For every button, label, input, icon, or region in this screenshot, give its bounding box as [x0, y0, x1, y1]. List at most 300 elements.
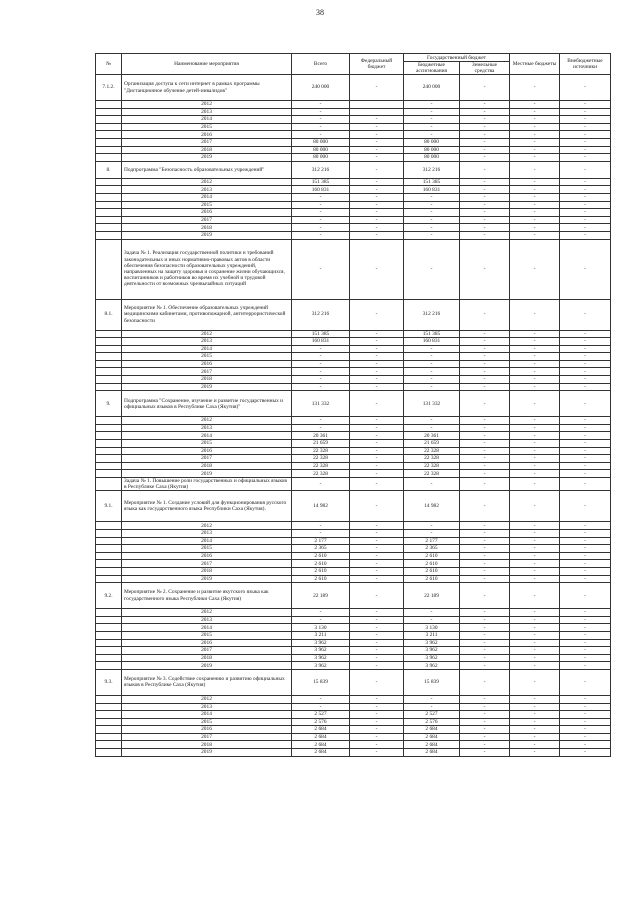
row-federal: -: [350, 733, 404, 741]
row-name: 2012: [122, 522, 292, 530]
row-name: 2018: [122, 567, 292, 575]
row-federal: -: [350, 417, 404, 425]
row-federal: -: [350, 647, 404, 655]
row-extra: -: [560, 654, 611, 662]
page-number: 38: [316, 8, 324, 17]
row-state-budget: -: [404, 368, 460, 376]
row-state-budget: -: [404, 101, 460, 109]
row-local: -: [510, 216, 560, 224]
row-state-budget: 2 610: [404, 560, 460, 568]
table-row: [96, 75, 611, 101]
table-row: [96, 146, 611, 154]
header-total: Всего: [292, 54, 350, 75]
row-extra: -: [560, 123, 611, 131]
row-state-budget: -: [404, 209, 460, 217]
row-num: [96, 330, 122, 338]
row-state-land: -: [460, 455, 510, 463]
row-state-budget: -: [404, 108, 460, 116]
row-state-land: -: [460, 616, 510, 624]
row-state-budget: -: [404, 116, 460, 124]
row-local: -: [510, 75, 560, 101]
row-name: 2014: [122, 537, 292, 545]
row-federal: -: [350, 616, 404, 624]
row-extra: -: [560, 154, 611, 162]
row-state-land: -: [460, 733, 510, 741]
row-state-land: -: [460, 545, 510, 553]
row-state-budget: -: [404, 123, 460, 131]
row-local: -: [510, 455, 560, 463]
row-state-budget: 240 000: [404, 75, 460, 101]
row-num: [96, 733, 122, 741]
row-state-budget: 2 365: [404, 545, 460, 553]
row-total: 160 831: [292, 186, 350, 194]
row-state-budget: 22 328: [404, 455, 460, 463]
row-local: -: [510, 368, 560, 376]
row-name: 2015: [122, 201, 292, 209]
row-num: [96, 154, 122, 162]
row-state-budget: 80 000: [404, 138, 460, 146]
row-num: [96, 711, 122, 719]
row-total: -: [292, 368, 350, 376]
row-state-land: -: [460, 695, 510, 703]
row-num: [96, 146, 122, 154]
table-row: [96, 201, 611, 209]
table-row: [96, 711, 611, 719]
row-extra: -: [560, 726, 611, 734]
table-row: [96, 669, 611, 695]
row-state-land: -: [460, 216, 510, 224]
table-row: [96, 368, 611, 376]
row-total: 240 000: [292, 75, 350, 101]
row-name: 2018: [122, 654, 292, 662]
row-name: 2013: [122, 616, 292, 624]
row-federal: -: [350, 522, 404, 530]
table-row: [96, 161, 611, 178]
table-row: [96, 178, 611, 186]
table-row: [96, 108, 611, 116]
table-row: [96, 703, 611, 711]
row-state-budget: -: [404, 478, 460, 491]
row-extra: -: [560, 75, 611, 101]
row-num: [96, 353, 122, 361]
row-state-land: -: [460, 669, 510, 695]
row-extra: -: [560, 491, 611, 522]
row-total: 2 177: [292, 537, 350, 545]
table-row: [96, 383, 611, 391]
row-local: -: [510, 616, 560, 624]
row-num: [96, 478, 122, 491]
table-row: [96, 186, 611, 194]
row-name: 2013: [122, 703, 292, 711]
table-row: [96, 726, 611, 734]
row-state-budget: -: [404, 131, 460, 139]
table-row: [96, 353, 611, 361]
row-num: [96, 123, 122, 131]
row-state-land: -: [460, 432, 510, 440]
row-federal: -: [350, 193, 404, 201]
row-state-budget: -: [404, 530, 460, 538]
row-federal: -: [350, 552, 404, 560]
row-num: [96, 201, 122, 209]
row-extra: -: [560, 209, 611, 217]
row-num: [96, 432, 122, 440]
row-num: [96, 624, 122, 632]
row-extra: -: [560, 432, 611, 440]
row-total: 3 962: [292, 639, 350, 647]
row-state-budget: -: [404, 345, 460, 353]
row-state-land: -: [460, 639, 510, 647]
row-state-land: -: [460, 560, 510, 568]
row-state-budget: 2 576: [404, 718, 460, 726]
row-extra: -: [560, 552, 611, 560]
row-state-land: -: [460, 654, 510, 662]
row-local: -: [510, 462, 560, 470]
row-local: -: [510, 639, 560, 647]
table-row: [96, 647, 611, 655]
row-federal: -: [350, 201, 404, 209]
row-local: -: [510, 123, 560, 131]
row-state-land: -: [460, 583, 510, 609]
row-state-budget: 312 216: [404, 299, 460, 330]
row-extra: -: [560, 116, 611, 124]
row-local: -: [510, 299, 560, 330]
row-total: -: [292, 616, 350, 624]
row-extra: -: [560, 718, 611, 726]
table-row: [96, 530, 611, 538]
row-local: -: [510, 647, 560, 655]
header-federal: Федеральный бюджет: [350, 54, 404, 75]
row-local: -: [510, 491, 560, 522]
row-extra: -: [560, 575, 611, 583]
row-state-land: -: [460, 711, 510, 719]
row-federal: -: [350, 711, 404, 719]
row-num: [96, 631, 122, 639]
row-extra: -: [560, 567, 611, 575]
table-row: [96, 391, 611, 417]
row-num: 9.3.: [96, 669, 122, 695]
row-state-land: -: [460, 75, 510, 101]
row-name: 2018: [122, 376, 292, 384]
table-row: [96, 567, 611, 575]
row-name: 2016: [122, 360, 292, 368]
row-extra: -: [560, 616, 611, 624]
row-state-land: -: [460, 224, 510, 232]
row-extra: -: [560, 478, 611, 491]
row-num: 8.1.: [96, 299, 122, 330]
header-num: №: [96, 54, 122, 75]
row-local: -: [510, 631, 560, 639]
row-num: 9.: [96, 391, 122, 417]
row-name: 2014: [122, 193, 292, 201]
row-state-land: -: [460, 491, 510, 522]
row-local: -: [510, 609, 560, 617]
row-federal: -: [350, 662, 404, 670]
table-row: [96, 239, 611, 299]
row-name: 2012: [122, 330, 292, 338]
row-total: -: [292, 231, 350, 239]
row-num: [96, 567, 122, 575]
row-state-land: -: [460, 424, 510, 432]
row-state-budget: 131 332: [404, 391, 460, 417]
table-row: [96, 575, 611, 583]
row-state-land: -: [460, 662, 510, 670]
row-extra: -: [560, 703, 611, 711]
table-row: [96, 470, 611, 478]
row-num: [96, 462, 122, 470]
row-local: -: [510, 662, 560, 670]
row-total: -: [292, 478, 350, 491]
row-name: 2013: [122, 186, 292, 194]
row-extra: -: [560, 447, 611, 455]
row-total: 151 385: [292, 330, 350, 338]
row-num: [96, 718, 122, 726]
row-extra: -: [560, 353, 611, 361]
row-total: -: [292, 383, 350, 391]
row-state-budget: -: [404, 424, 460, 432]
table-row: [96, 616, 611, 624]
row-state-budget: -: [404, 239, 460, 299]
row-extra: -: [560, 224, 611, 232]
table-row: [96, 662, 611, 670]
table-row: [96, 131, 611, 139]
row-state-budget: -: [404, 224, 460, 232]
row-name: 2012: [122, 609, 292, 617]
table-row: [96, 491, 611, 522]
row-state-budget: 160 831: [404, 338, 460, 346]
row-num: [96, 530, 122, 538]
row-name: 2017: [122, 647, 292, 655]
row-total: -: [292, 123, 350, 131]
row-name: 2018: [122, 462, 292, 470]
row-extra: -: [560, 669, 611, 695]
row-federal: -: [350, 575, 404, 583]
row-state-budget: 2 610: [404, 552, 460, 560]
row-state-budget: -: [404, 360, 460, 368]
row-name: 2017: [122, 733, 292, 741]
row-federal: -: [350, 491, 404, 522]
row-num: [96, 545, 122, 553]
row-state-budget: -: [404, 376, 460, 384]
row-num: [96, 376, 122, 384]
row-local: -: [510, 353, 560, 361]
row-state-budget: 2 610: [404, 575, 460, 583]
table-row: [96, 299, 611, 330]
row-name: 2019: [122, 154, 292, 162]
row-total: 3 130: [292, 624, 350, 632]
row-federal: -: [350, 726, 404, 734]
row-state-budget: 21 659: [404, 440, 460, 448]
row-name: 2014: [122, 116, 292, 124]
row-federal: -: [350, 299, 404, 330]
row-state-land: -: [460, 116, 510, 124]
row-name: 2014: [122, 624, 292, 632]
row-total: -: [292, 530, 350, 538]
row-state-budget: 2 684: [404, 749, 460, 757]
table-row: [96, 552, 611, 560]
row-name: 2017: [122, 216, 292, 224]
table-row: [96, 224, 611, 232]
row-total: -: [292, 360, 350, 368]
row-local: -: [510, 146, 560, 154]
row-state-land: -: [460, 178, 510, 186]
row-extra: -: [560, 193, 611, 201]
row-total: 151 385: [292, 178, 350, 186]
row-state-budget: -: [404, 353, 460, 361]
row-state-land: -: [460, 726, 510, 734]
table-row: [96, 749, 611, 757]
row-state-budget: 80 000: [404, 146, 460, 154]
table-row: [96, 609, 611, 617]
row-local: -: [510, 345, 560, 353]
row-num: [96, 639, 122, 647]
row-total: 21 659: [292, 440, 350, 448]
row-num: [96, 560, 122, 568]
row-federal: -: [350, 424, 404, 432]
row-total: -: [292, 424, 350, 432]
row-extra: -: [560, 662, 611, 670]
row-num: [96, 470, 122, 478]
row-local: -: [510, 161, 560, 178]
row-extra: -: [560, 522, 611, 530]
row-num: [96, 345, 122, 353]
row-state-land: -: [460, 353, 510, 361]
row-state-budget: 3 962: [404, 654, 460, 662]
table-row: [96, 654, 611, 662]
row-local: -: [510, 330, 560, 338]
row-state-budget: 22 328: [404, 470, 460, 478]
row-local: -: [510, 108, 560, 116]
row-local: -: [510, 376, 560, 384]
row-state-land: -: [460, 231, 510, 239]
row-state-land: -: [460, 383, 510, 391]
row-federal: -: [350, 462, 404, 470]
row-num: [96, 360, 122, 368]
row-federal: -: [350, 749, 404, 757]
row-total: 3 962: [292, 647, 350, 655]
row-name: 2015: [122, 123, 292, 131]
row-federal: -: [350, 639, 404, 647]
table-row: [96, 101, 611, 109]
row-total: -: [292, 216, 350, 224]
row-name: 2013: [122, 424, 292, 432]
header-extra: Внебюджетные источники: [560, 54, 611, 75]
table-row: [96, 193, 611, 201]
row-total: 2 365: [292, 545, 350, 553]
row-local: -: [510, 383, 560, 391]
row-num: [96, 216, 122, 224]
row-total: 2 527: [292, 711, 350, 719]
row-state-land: -: [460, 749, 510, 757]
row-state-budget: 15 839: [404, 669, 460, 695]
row-name: 2019: [122, 749, 292, 757]
row-state-land: -: [460, 239, 510, 299]
row-local: -: [510, 447, 560, 455]
row-local: -: [510, 711, 560, 719]
row-local: -: [510, 101, 560, 109]
row-name: 2019: [122, 575, 292, 583]
row-federal: -: [350, 146, 404, 154]
row-total: 312 216: [292, 299, 350, 330]
row-total: -: [292, 376, 350, 384]
row-state-land: -: [460, 138, 510, 146]
row-state-land: -: [460, 575, 510, 583]
row-total: 22 328: [292, 462, 350, 470]
row-total: 3 962: [292, 654, 350, 662]
row-state-land: -: [460, 201, 510, 209]
row-state-budget: 151 385: [404, 330, 460, 338]
row-extra: -: [560, 647, 611, 655]
row-federal: -: [350, 186, 404, 194]
row-federal: -: [350, 470, 404, 478]
row-state-budget: 3 130: [404, 624, 460, 632]
row-state-budget: -: [404, 522, 460, 530]
row-extra: -: [560, 440, 611, 448]
row-num: 7.1.2.: [96, 75, 122, 101]
row-total: -: [292, 609, 350, 617]
row-extra: -: [560, 345, 611, 353]
row-state-land: -: [460, 209, 510, 217]
row-num: [96, 239, 122, 299]
row-federal: -: [350, 695, 404, 703]
row-local: -: [510, 154, 560, 162]
row-num: 9.1.: [96, 491, 122, 522]
row-state-budget: 151 385: [404, 178, 460, 186]
row-local: -: [510, 567, 560, 575]
row-state-land: -: [460, 447, 510, 455]
row-federal: -: [350, 116, 404, 124]
row-name: 2015: [122, 353, 292, 361]
row-name: 2012: [122, 178, 292, 186]
row-name: 2016: [122, 726, 292, 734]
row-num: [96, 116, 122, 124]
row-local: -: [510, 178, 560, 186]
row-extra: -: [560, 161, 611, 178]
row-state-land: -: [460, 161, 510, 178]
row-local: -: [510, 209, 560, 217]
table-row: [96, 216, 611, 224]
row-extra: -: [560, 741, 611, 749]
row-total: 80 000: [292, 138, 350, 146]
row-local: -: [510, 478, 560, 491]
row-num: [96, 749, 122, 757]
table-row: [96, 478, 611, 491]
row-federal: -: [350, 440, 404, 448]
row-extra: -: [560, 146, 611, 154]
row-total: -: [292, 201, 350, 209]
table-row: [96, 455, 611, 463]
row-federal: -: [350, 216, 404, 224]
row-extra: -: [560, 417, 611, 425]
row-federal: -: [350, 669, 404, 695]
table-row: [96, 624, 611, 632]
row-state-land: -: [460, 631, 510, 639]
row-total: -: [292, 193, 350, 201]
row-federal: -: [350, 131, 404, 139]
table-row: [96, 560, 611, 568]
row-num: [96, 609, 122, 617]
row-local: -: [510, 470, 560, 478]
row-federal: -: [350, 383, 404, 391]
row-name: Задача № 1. Реализация государственной политики и требований законодательных и иных нормативно-правовых актов в области обеспечения безопасности образовательных учреждений, направленных на защиту здоровья и сохранение жизни обучающихся, воспитанников и работников во время их учебной и трудовой деятельности от возможных чрезвычайных ситуаций: [122, 239, 292, 299]
row-local: -: [510, 522, 560, 530]
row-federal: -: [350, 447, 404, 455]
row-local: -: [510, 440, 560, 448]
table-row: [96, 330, 611, 338]
row-total: 22 328: [292, 455, 350, 463]
header-state-budget: Бюджетные ассигнования: [404, 62, 460, 75]
row-total: -: [292, 345, 350, 353]
row-total: 2 610: [292, 552, 350, 560]
